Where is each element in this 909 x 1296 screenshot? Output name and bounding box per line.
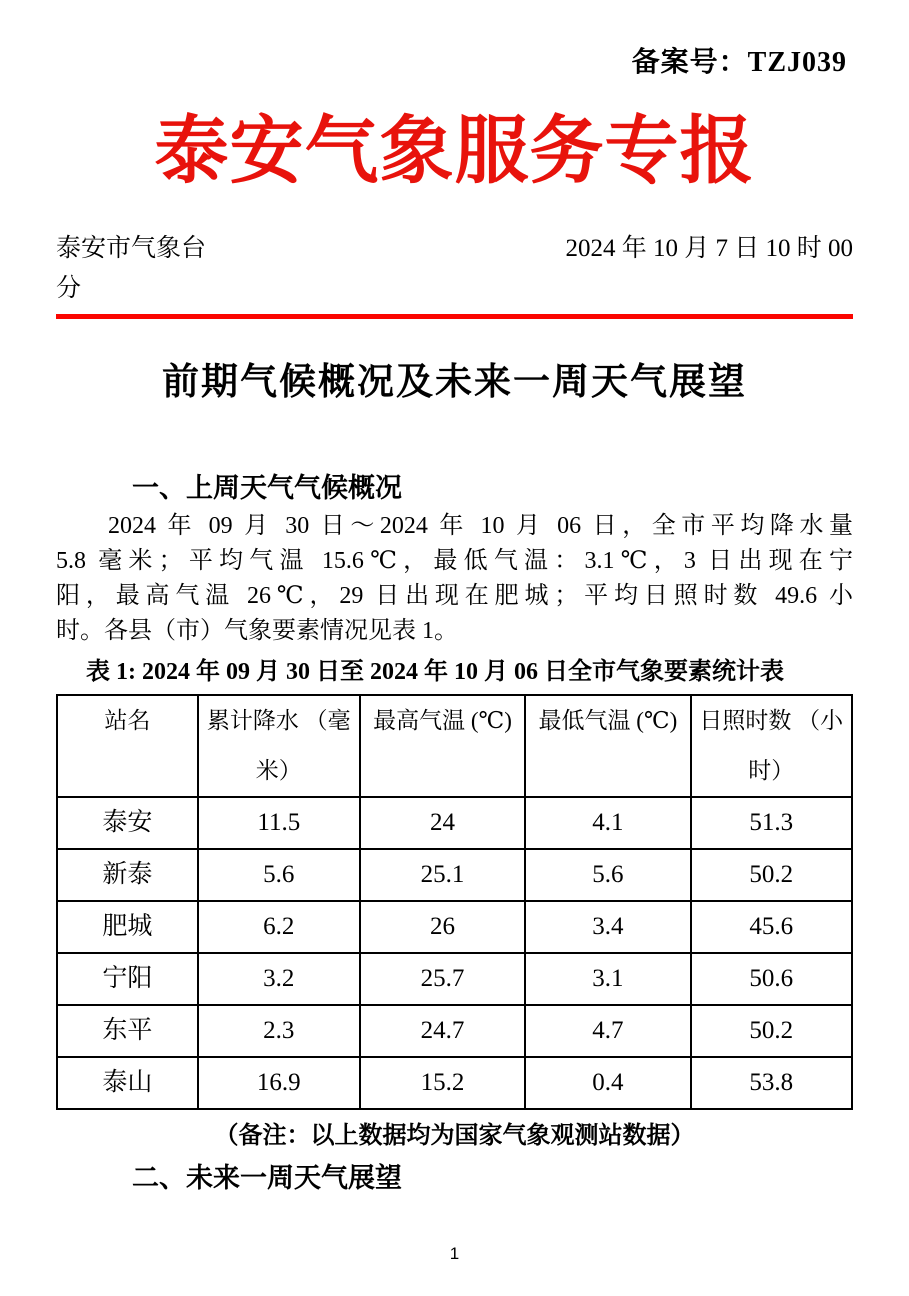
table-cell: 45.6 — [691, 901, 852, 953]
table-cell: 3.4 — [525, 901, 690, 953]
record-number: 备案号：TZJ039 — [631, 47, 847, 78]
table-header — [57, 695, 852, 797]
table-row — [57, 901, 852, 953]
table-row — [57, 849, 852, 901]
table-cell: 5.6 — [525, 849, 690, 901]
section-1-heading: 一、上周天气气候概况 — [132, 472, 402, 503]
station-name-cell: 东平 — [57, 1005, 198, 1057]
table-cell: 24.7 — [360, 1005, 525, 1057]
table-cell: 50.2 — [691, 1005, 852, 1057]
issuer-row — [56, 233, 853, 265]
table-caption: 表 1: 2024 年 09 月 30 日至 2024 年 10 月 06 日全市气象要素统计表 — [86, 658, 784, 685]
col-header-sunshine: 日照时数 （小时） — [691, 695, 852, 797]
station-name-cell: 泰安 — [57, 797, 198, 849]
issue-datetime-overflow: 分 — [56, 274, 82, 302]
table-cell: 25.1 — [360, 849, 525, 901]
table-cell: 11.5 — [198, 797, 360, 849]
paragraph-line: 5.8 毫米；平均气温 15.6℃，最低气温：3.1℃，3 日出现在宁 — [56, 547, 853, 574]
table-cell: 0.4 — [525, 1057, 690, 1109]
overview-paragraph — [56, 509, 853, 649]
issuer-name: 泰安市气象台 — [56, 234, 207, 262]
station-name-cell: 宁阳 — [57, 953, 198, 1005]
weather-stats-table — [56, 694, 853, 1110]
table-cell: 4.1 — [525, 797, 690, 849]
table-cell: 3.2 — [198, 953, 360, 1005]
table-row — [57, 1005, 852, 1057]
table-row — [57, 1057, 852, 1109]
section-2-heading: 二、未来一周天气展望 — [132, 1162, 402, 1193]
table-cell: 25.7 — [360, 953, 525, 1005]
table-cell: 24 — [360, 797, 525, 849]
paragraph-line: 阳，最高气温 26℃，29 日出现在肥城；平均日照时数 49.6 小 — [56, 582, 853, 609]
table-cell: 50.2 — [691, 849, 852, 901]
table-cell: 2.3 — [198, 1005, 360, 1057]
table-header-row — [57, 695, 852, 797]
table-cell: 4.7 — [525, 1005, 690, 1057]
table-row — [57, 953, 852, 1005]
table-note: （备注：以上数据均为国家气象观测站数据） — [214, 1122, 695, 1149]
table-cell: 3.1 — [525, 953, 690, 1005]
table-cell: 16.9 — [198, 1057, 360, 1109]
table-cell: 5.6 — [198, 849, 360, 901]
table-row — [57, 797, 852, 849]
table-cell: 6.2 — [198, 901, 360, 953]
page-number: 1 — [449, 1244, 460, 1263]
station-name-cell: 肥城 — [57, 901, 198, 953]
table-cell: 50.6 — [691, 953, 852, 1005]
table-cell: 15.2 — [360, 1057, 525, 1109]
red-divider-rule — [56, 314, 853, 319]
table-body — [57, 797, 852, 1109]
issue-datetime: 2024 年 10 月 7 日 10 时 00 — [565, 234, 853, 262]
station-name-cell: 新泰 — [57, 849, 198, 901]
table-cell: 53.8 — [691, 1057, 852, 1109]
paragraph-line: 时。各县（市）气象要素情况见表 1。 — [56, 617, 458, 644]
paragraph-line: 2024 年 09 月 30 日～2024 年 10 月 06 日，全市平均降水量 — [108, 512, 853, 539]
table-cell: 26 — [360, 901, 525, 953]
report-title: 泰安气象服务专报 — [154, 111, 755, 193]
col-header-precipitation: 累计降水 （毫米） — [198, 695, 360, 797]
col-header-max-temp: 最高气温 (℃) — [360, 695, 525, 797]
document-heading: 前期气候概况及未来一周天气展望 — [162, 361, 747, 403]
table-cell: 51.3 — [691, 797, 852, 849]
station-name-cell: 泰山 — [57, 1057, 198, 1109]
col-header-min-temp: 最低气温 (℃) — [525, 695, 690, 797]
col-header-station: 站名 — [57, 695, 198, 797]
